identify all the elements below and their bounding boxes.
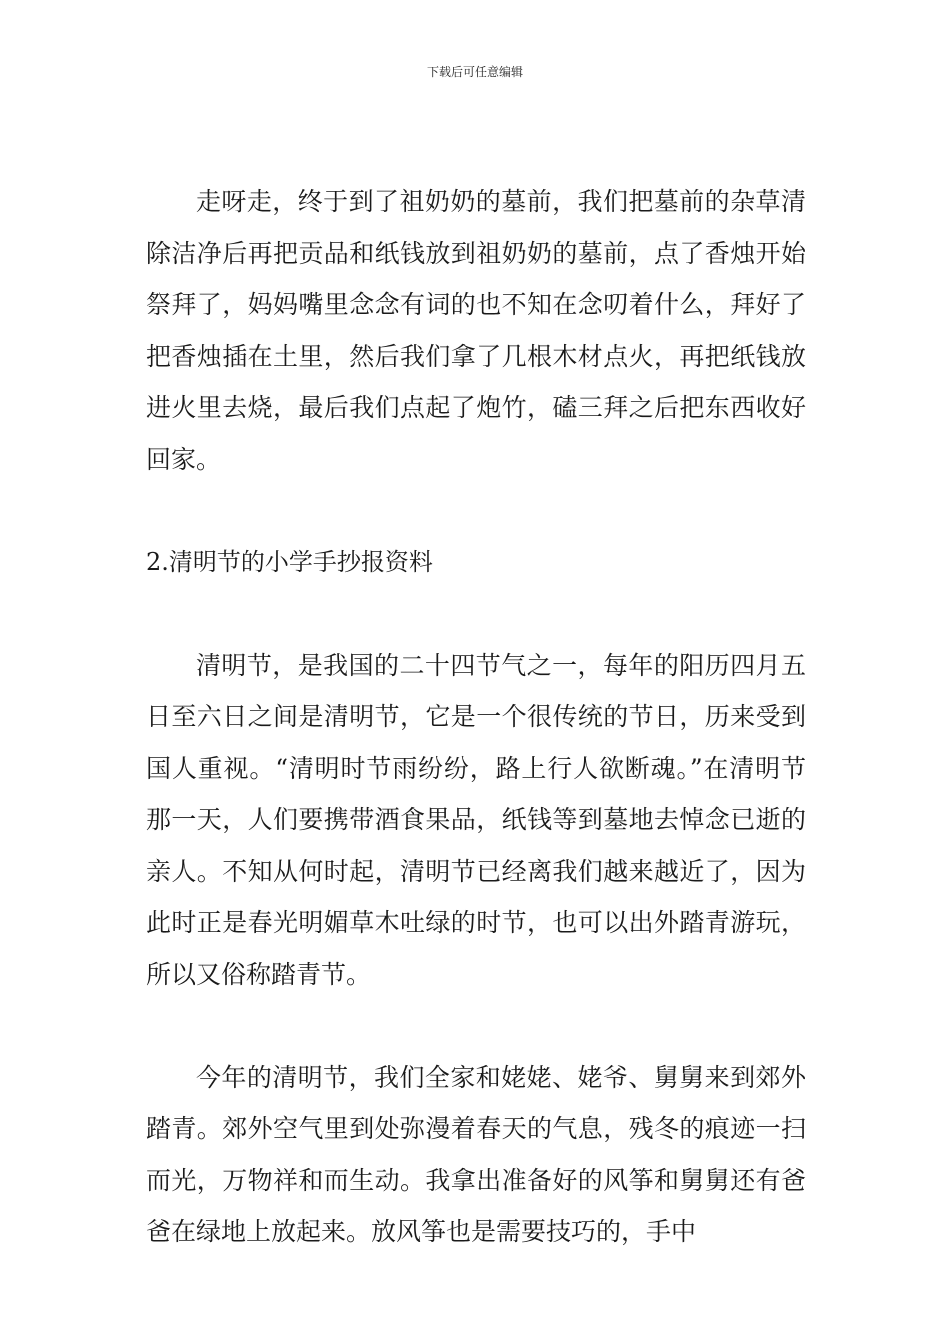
document-body	[146, 176, 806, 1258]
paragraph-spacer	[146, 1000, 806, 1052]
paragraph-outing: 今年的清明节，我们全家和姥姥、姥爷、舅舅来到郊外踏青。郊外空气里到处弥漫着春天的气息，残冬的痕迹一扫而光，万物祥和而生动。我拿出准备好的风筝和舅舅还有爸爸在绿地上放起来。放风筝也是需要技巧的，手中	[146, 1062, 806, 1246]
paragraph-spacer	[146, 485, 806, 537]
section-title: 2.清明节的小学手抄报资料	[146, 547, 433, 576]
paragraph-grave-visit: 走呀走，终于到了祖奶奶的墓前，我们把墓前的杂草清除洁净后再把贡品和纸钱放到祖奶奶的墓前，点了香烛开始祭拜了，妈妈嘴里念念有词的也不知在念叨着什么，拜好了把香烛插在土里，然后我们拿了几根木材点火，再把纸钱放进火里去烧，最后我们点起了炮竹，磕三拜之后把东西收好回家。	[146, 187, 806, 474]
paragraph-qingming-intro: 清明节，是我国的二十四节气之一，每年的阳历四月五日至六日之间是清明节，它是一个很传统的节日，历来受到国人重视。“清明时节雨纷纷，路上行人欲断魂。”在清明节那一天，人们要携带酒食果品，纸钱等到墓地去悼念已逝的亲人。不知从何时起，清明节已经离我们越来越近了，因为此时正是春光明媚草木吐绿的时节，也可以出外踏青游玩，所以又俗称踏青节。	[146, 650, 806, 989]
paragraph-spacer	[146, 588, 806, 640]
page-header: 下载后可任意编辑	[426, 65, 523, 79]
